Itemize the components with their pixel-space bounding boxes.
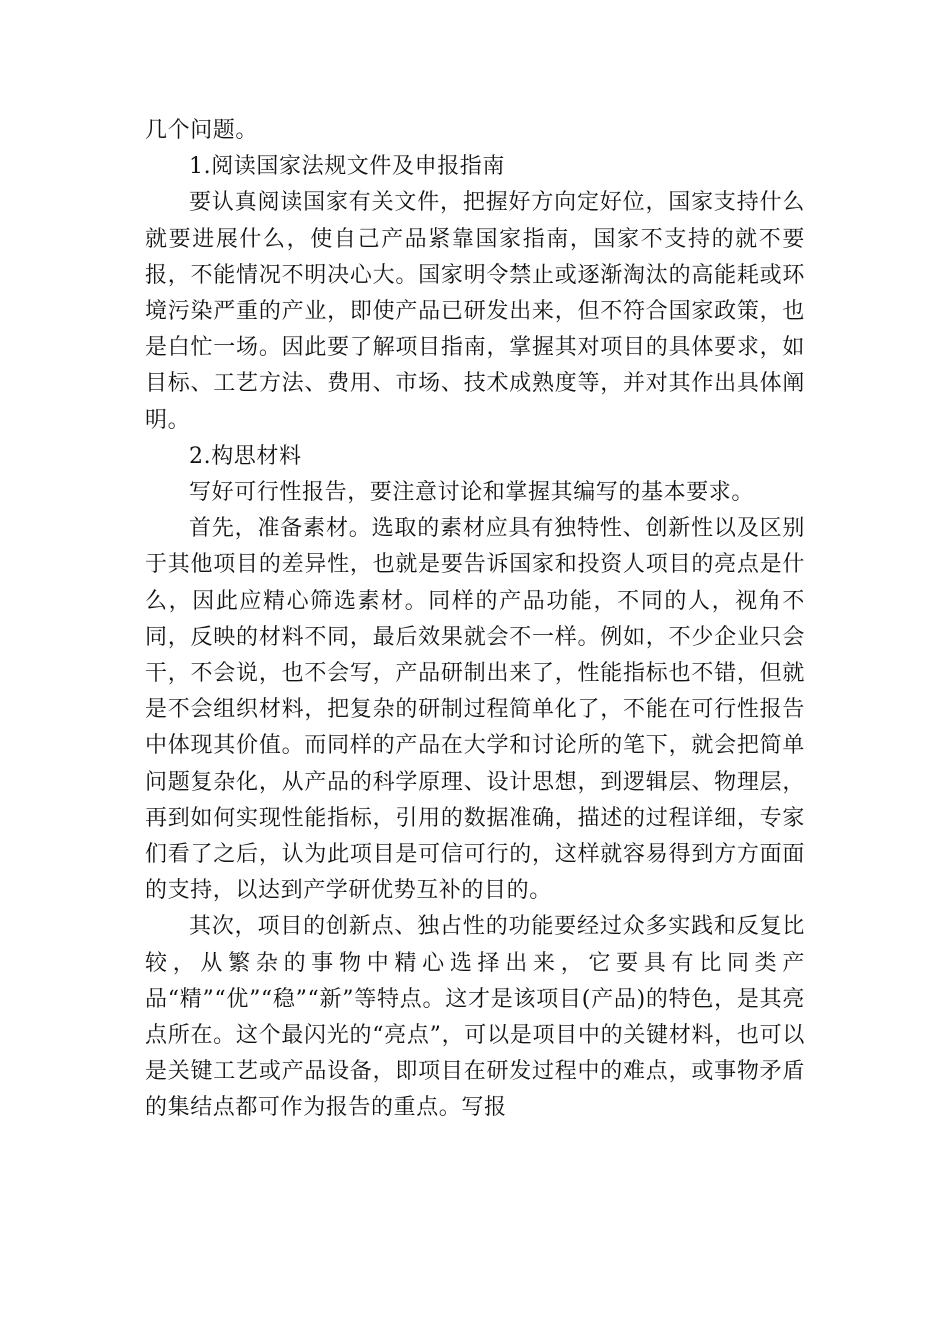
paragraph-1: 要认真阅读国家有关文件，把握好方向定好位，国家支持什么就要进展什么，使自己产品紧靠国家指南，国家不支持的就不要报，不能情况不明决心大。国家明令禁止或逐渐淘汰的高能耗或环境污染严重的产业，即使产品已研发出来，但不符合国家政策，也是白忙一场。因此要了解项目指南，掌握其对项目的具体要求，如目标、工艺方法、费用、市场、技术成熟度等，并对其作出具体阐明。 xyxy=(145,190,805,433)
paragraph-2: 写好可行性报告，要注意讨论和掌握其编写的基本要求。 xyxy=(189,480,755,506)
section-heading-2: 2.构思材料 xyxy=(189,443,302,469)
section-heading-1: 1.阅读国家法规文件及申报指南 xyxy=(189,154,505,180)
paragraph-3: 首先，准备素材。选取的素材应具有独特性、创新性以及区别于其他项目的差异性，也就是要告诉国家和投资人项目的亮点是什么，因此应精心筛选素材。同样的产品功能，不同的人，视角不同，反映的材料不同，最后效果就会不一样。例如，不少企业只会干，不会说，也不会写，产品研制出来了，性能指标也不错，但就是不会组织材料，把复杂的研制过程简单化了，不能在可行性报告中体现其价值。而同样的产品在大学和讨论所的笔下，就会把简单问题复杂化，从产品的科学原理、设计思想，到逻辑层、物理层，再到如何实现性能指标，引用的数据准确，描述的过程详细，专家们看了之后，认为此项目是可信可行的，这样就容易得到方方面面的支持，以达到产学研优势互补的目的。 xyxy=(145,516,805,904)
intro-tail: 几个问题。 xyxy=(145,118,259,143)
paragraph-4: 其次，项目的创新点、独占性的功能要经过众多实践和反复比较，从繁杂的事物中精心选择出来，它要具有比同类产品“精”“优”“稳”“新”等特点。这才是该项目(产品)的特色，是其亮点所在。这个最闪光的“亮点”，可以是项目中的关键材料，也可以是关键工艺或产品设备，即项目在研发过程中的难点，或事物矛盾的集结点都可作为报告的重点。写报 xyxy=(145,914,805,1121)
document-body xyxy=(145,113,805,1127)
